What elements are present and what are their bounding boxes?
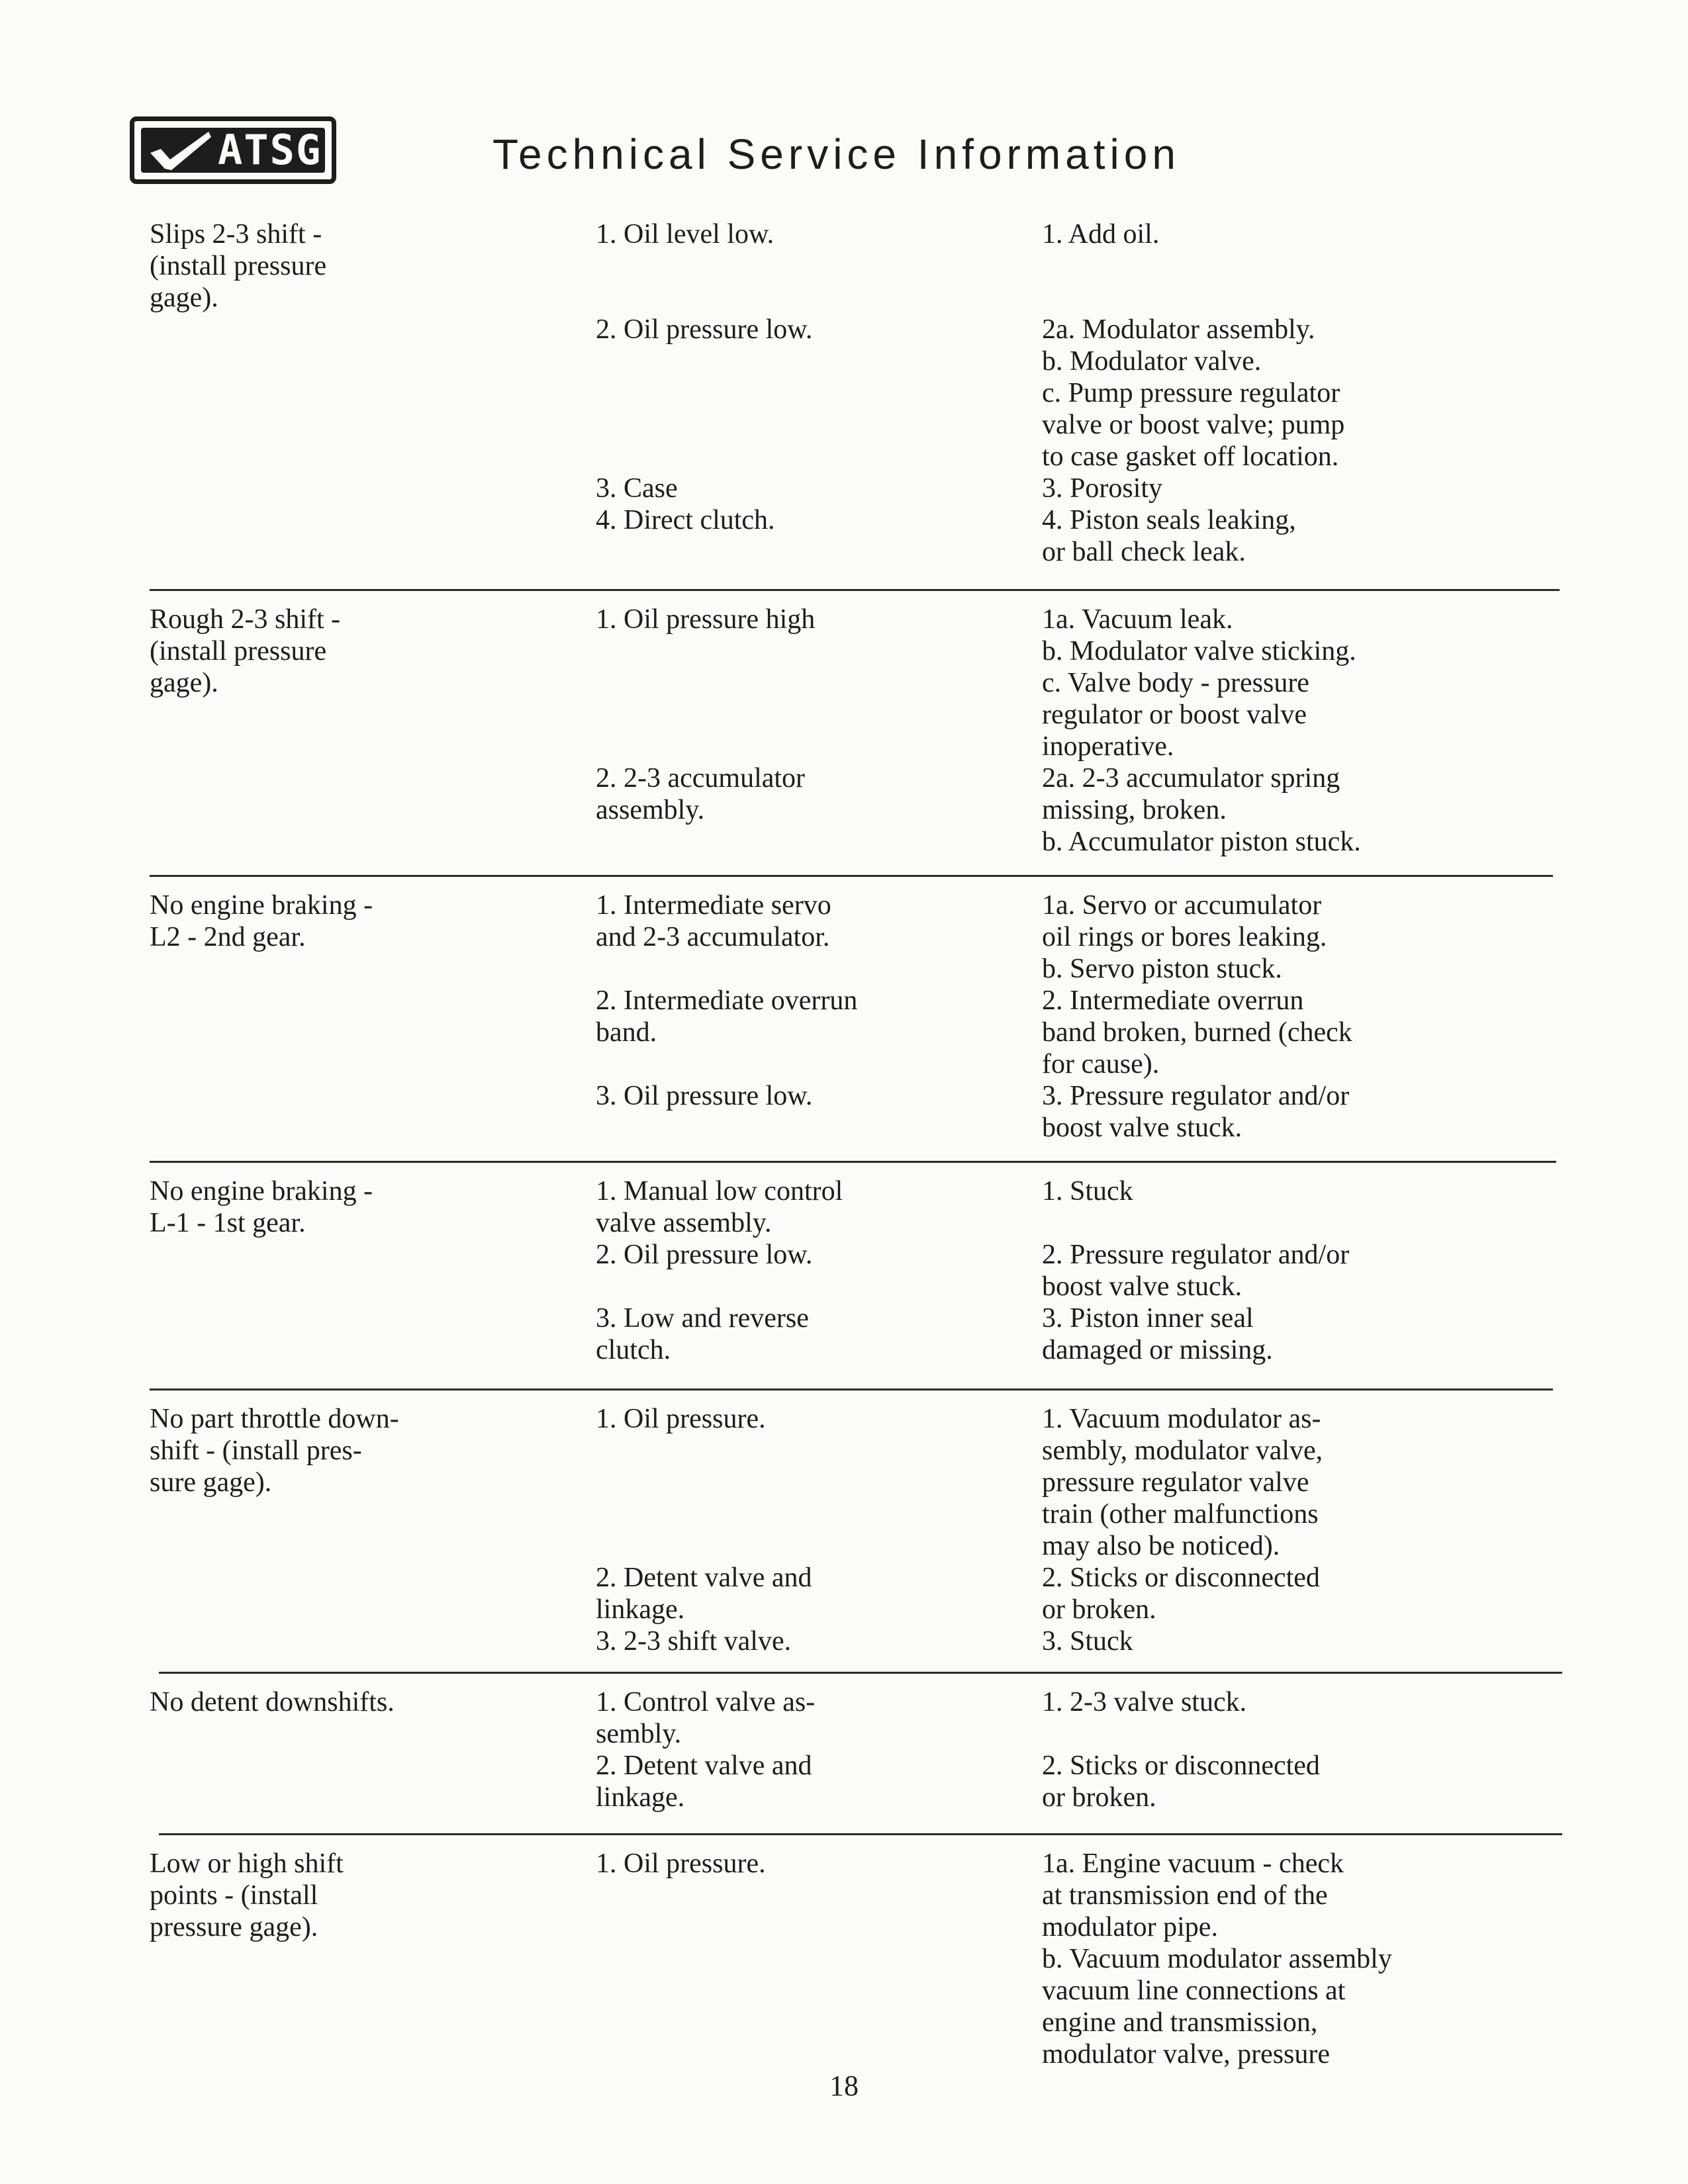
check-text: 2. 2-3 accumulator <box>596 763 806 794</box>
check-cell <box>596 1080 966 1112</box>
check-text: 2. Detent valve and <box>596 1751 812 1781</box>
check-cell <box>596 1302 966 1366</box>
condition-text: points - (install <box>150 1880 318 1911</box>
check-cell <box>596 985 966 1048</box>
cause-text: 2. Sticks or disconnected <box>1042 1563 1320 1593</box>
cause-text: 2. Intermediate overrun <box>1042 985 1304 1016</box>
check-text: 3. Case <box>596 473 678 504</box>
cause-text: 1. Vacuum modulator as- <box>1042 1404 1321 1434</box>
cause-text: b. Modulator valve sticking. <box>1042 636 1356 666</box>
condition-text: No engine braking - <box>150 890 373 921</box>
cause-text: 1a. Vacuum leak. <box>1042 604 1233 635</box>
check-cell <box>596 1403 966 1435</box>
checkmark-icon <box>146 128 212 173</box>
cause-text: 2. Pressure regulator and/or <box>1042 1240 1350 1270</box>
cause-text: engine and transmission, <box>1042 2007 1318 2038</box>
cause-text: to case gasket off location. <box>1042 441 1339 472</box>
condition-text: Low or high shift <box>150 1848 344 1879</box>
check-text: 2. Detent valve and <box>596 1563 812 1593</box>
atsg-logo <box>130 116 336 184</box>
cause-cell <box>1042 1848 1558 2070</box>
cause-text: c. Pump pressure regulator <box>1042 378 1340 408</box>
cause-text: may also be noticed). <box>1042 1531 1280 1561</box>
cause-text: boost valve stuck. <box>1042 1271 1243 1302</box>
cause-text: 3. Stuck <box>1042 1626 1133 1657</box>
check-text: 3. Oil pressure low. <box>596 1081 813 1111</box>
check-text: 1. Oil pressure. <box>596 1404 766 1434</box>
cause-text: 2. Sticks or disconnected <box>1042 1751 1320 1781</box>
check-text: linkage. <box>596 1782 685 1813</box>
page-number: 18 <box>829 2070 859 2102</box>
condition-text: gage). <box>150 283 218 313</box>
cause-text: pressure regulator valve <box>1042 1467 1309 1498</box>
cause-text: vacuum line connections at <box>1042 1976 1346 2006</box>
cause-cell <box>1042 218 1558 250</box>
cause-cell <box>1042 1686 1558 1718</box>
check-text: 1. Oil pressure. <box>596 1848 766 1879</box>
condition-text: L2 - 2nd gear. <box>150 922 306 952</box>
cause-cell <box>1042 1403 1558 1657</box>
cause-text: b. Vacuum modulator assembly <box>1042 1944 1392 1974</box>
logo-text: ATSG <box>218 126 322 174</box>
check-cell <box>596 218 966 250</box>
check-text: 4. Direct clutch. <box>596 505 775 535</box>
condition-text: pressure gage). <box>150 1912 318 1942</box>
condition-text: No engine braking - <box>150 1176 373 1206</box>
cause-text: 1. Stuck <box>1042 1176 1133 1206</box>
cause-text: or broken. <box>1042 1782 1156 1813</box>
check-cell <box>596 1848 966 1880</box>
cause-text: or ball check leak. <box>1042 537 1246 567</box>
row-divider <box>159 1833 1562 1835</box>
cause-text: 4. Piston seals leaking, <box>1042 505 1296 535</box>
cause-text: regulator or boost valve <box>1042 700 1307 730</box>
cause-text: missing, broken. <box>1042 795 1227 825</box>
condition-text: Slips 2-3 shift - <box>150 219 322 250</box>
cause-text: valve or boost valve; pump <box>1042 410 1345 440</box>
condition-text: No detent downshifts. <box>150 1687 395 1717</box>
cause-text: at transmission end of the <box>1042 1880 1328 1911</box>
check-text: 1. Intermediate servo <box>596 890 831 921</box>
cause-text: 1. 2-3 valve stuck. <box>1042 1687 1247 1717</box>
cause-text: c. Valve body - pressure <box>1042 668 1309 698</box>
cause-text: 3. Pressure regulator and/or <box>1042 1081 1350 1111</box>
cause-text: or broken. <box>1042 1594 1156 1625</box>
check-cell <box>596 473 966 536</box>
cause-cell <box>1042 604 1558 858</box>
cause-text: b. Modulator valve. <box>1042 346 1262 377</box>
row-divider <box>150 875 1553 877</box>
condition-text: sure gage). <box>150 1467 272 1498</box>
check-cell <box>596 762 966 826</box>
cause-text: b. Servo piston stuck. <box>1042 954 1282 984</box>
condition-text: (install pressure <box>150 251 327 281</box>
check-cell <box>596 314 966 345</box>
condition-cell <box>150 889 507 953</box>
condition-cell <box>150 218 507 314</box>
check-text: 2. Intermediate overrun <box>596 985 858 1016</box>
check-text: 1. Oil pressure high <box>596 604 816 635</box>
cause-text: 1a. Engine vacuum - check <box>1042 1848 1344 1879</box>
check-text: 3. Low and reverse <box>596 1303 809 1334</box>
check-text: 2. Oil pressure low. <box>596 1240 813 1270</box>
cause-text: modulator valve, pressure <box>1042 2039 1331 2070</box>
check-cell <box>596 889 966 953</box>
cause-text: sembly, modulator valve, <box>1042 1435 1323 1466</box>
condition-text: (install pressure <box>150 636 327 666</box>
check-text: 3. 2-3 shift valve. <box>596 1626 792 1657</box>
row-divider <box>150 1161 1556 1163</box>
check-text: linkage. <box>596 1594 685 1625</box>
row-divider <box>159 1672 1562 1674</box>
cause-text: inoperative. <box>1042 731 1174 762</box>
cause-text: train (other malfunctions <box>1042 1499 1319 1529</box>
cause-text: b. Accumulator piston stuck. <box>1042 827 1361 857</box>
check-cell <box>596 1175 966 1271</box>
cause-text: 2a. 2-3 accumulator spring <box>1042 763 1340 794</box>
row-divider <box>150 1388 1553 1390</box>
check-text: valve assembly. <box>596 1208 772 1238</box>
check-text: and 2-3 accumulator. <box>596 922 830 952</box>
check-cell <box>596 1686 966 1813</box>
cause-text: damaged or missing. <box>1042 1335 1273 1365</box>
condition-cell <box>150 1175 507 1239</box>
check-text: 1. Manual low control <box>596 1176 843 1206</box>
cause-text: boost valve stuck. <box>1042 1113 1243 1143</box>
condition-cell <box>150 1848 507 1943</box>
condition-cell <box>150 1686 507 1718</box>
check-text: assembly. <box>596 795 705 825</box>
check-cell <box>596 604 966 635</box>
check-text: 1. Oil level low. <box>596 219 774 250</box>
cause-cell <box>1042 889 1558 1144</box>
cause-text: 1. Add oil. <box>1042 219 1160 250</box>
condition-text: No part throttle down- <box>150 1404 399 1434</box>
page-title: Technical Service Information <box>492 130 1180 178</box>
cause-text: oil rings or bores leaking. <box>1042 922 1327 952</box>
cause-text: 3. Piston inner seal <box>1042 1303 1254 1334</box>
condition-text: L-1 - 1st gear. <box>150 1208 306 1238</box>
check-text: clutch. <box>596 1335 671 1365</box>
check-text: 1. Control valve as- <box>596 1687 816 1717</box>
cause-cell <box>1042 314 1558 568</box>
check-text: 2. Oil pressure low. <box>596 314 813 345</box>
cause-text: 2a. Modulator assembly. <box>1042 314 1315 345</box>
cause-cell <box>1042 1175 1558 1207</box>
cause-text: 1a. Servo or accumulator <box>1042 890 1322 921</box>
condition-text: Rough 2-3 shift - <box>150 604 341 635</box>
check-text: sembly. <box>596 1719 682 1749</box>
condition-cell <box>150 1403 507 1498</box>
condition-text: shift - (install pres- <box>150 1435 362 1466</box>
cause-cell <box>1042 1239 1558 1366</box>
condition-text: gage). <box>150 668 218 698</box>
cause-cell <box>1042 1750 1558 1813</box>
row-divider <box>150 589 1560 591</box>
cause-text: band broken, burned (check <box>1042 1017 1352 1048</box>
cause-text: modulator pipe. <box>1042 1912 1218 1942</box>
check-cell <box>596 1562 966 1657</box>
condition-cell <box>150 604 507 699</box>
cause-text: 3. Porosity <box>1042 473 1163 504</box>
check-text: band. <box>596 1017 657 1048</box>
cause-text: for cause). <box>1042 1049 1160 1079</box>
